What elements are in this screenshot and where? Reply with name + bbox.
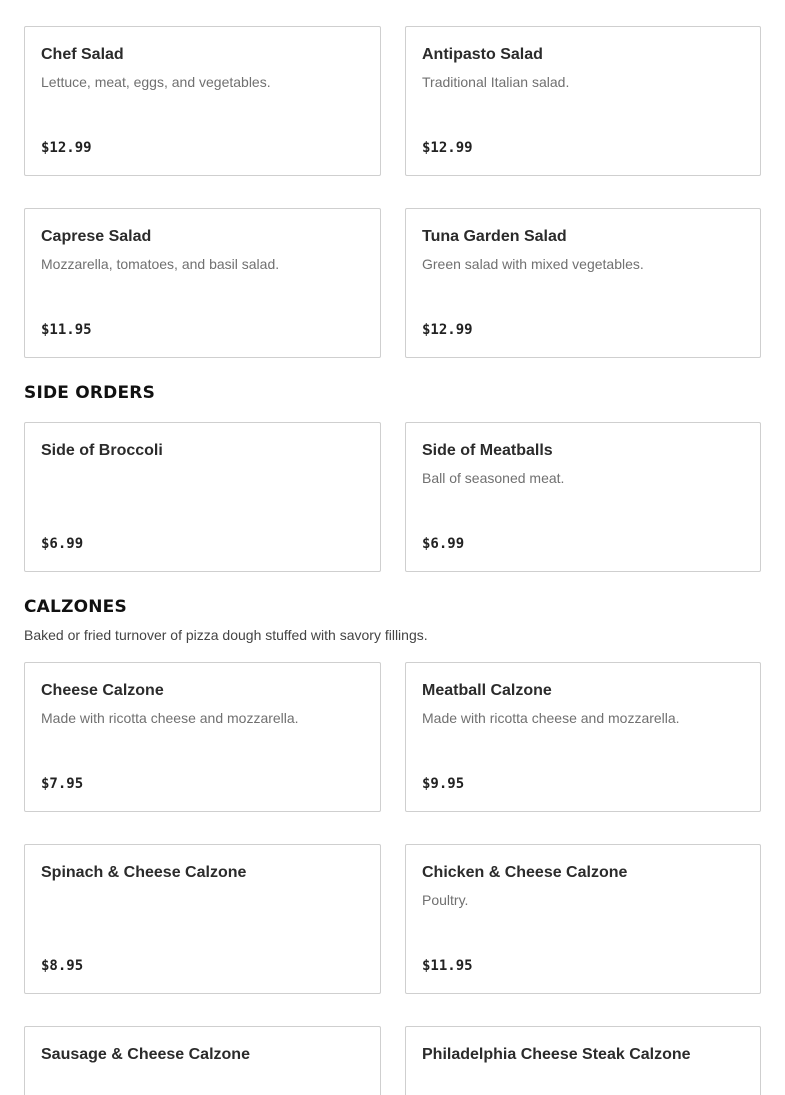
menu-item-price: $8.95 bbox=[41, 958, 84, 974]
menu-item-card[interactable] bbox=[405, 844, 761, 994]
menu-item-description: Ball of seasoned meat. bbox=[422, 470, 565, 486]
menu-item-name: Caprese Salad bbox=[41, 228, 152, 245]
menu-row bbox=[24, 26, 761, 176]
menu-item-price: $7.95 bbox=[41, 776, 84, 792]
menu-item-name: Antipasto Salad bbox=[422, 46, 543, 63]
menu-item-price: $12.99 bbox=[422, 322, 473, 338]
menu-item-description: Mozzarella, tomatoes, and basil salad. bbox=[41, 256, 280, 272]
menu-item-card[interactable] bbox=[24, 208, 381, 358]
menu-item-name: Meatball Calzone bbox=[422, 682, 552, 699]
menu-item-name: Chef Salad bbox=[41, 46, 124, 63]
menu-item-price: $6.99 bbox=[41, 536, 84, 552]
section-description: Baked or fried turnover of pizza dough stuffed with savory fillings. bbox=[24, 627, 428, 643]
menu-item-card[interactable] bbox=[405, 26, 761, 176]
menu-item-card[interactable] bbox=[24, 422, 381, 572]
menu-item-card[interactable] bbox=[405, 422, 761, 572]
menu-item-name: Cheese Calzone bbox=[41, 682, 164, 699]
menu-item-price: $11.95 bbox=[422, 958, 473, 974]
menu-item-card[interactable] bbox=[24, 1026, 381, 1095]
menu-item-card[interactable] bbox=[24, 662, 381, 812]
menu-row bbox=[24, 208, 761, 358]
menu-item-card[interactable] bbox=[405, 1026, 761, 1095]
menu-item-name: Spinach & Cheese Calzone bbox=[41, 864, 247, 881]
menu-item-name: Sausage & Cheese Calzone bbox=[41, 1046, 250, 1063]
menu-row bbox=[24, 1026, 761, 1095]
menu-item-description: Traditional Italian salad. bbox=[422, 74, 570, 90]
menu-item-card[interactable] bbox=[24, 844, 381, 994]
menu-item-description: Made with ricotta cheese and mozzarella. bbox=[422, 710, 680, 726]
menu-item-card[interactable] bbox=[405, 662, 761, 812]
section-title-side-orders: SIDE ORDERS bbox=[24, 383, 156, 403]
menu-item-description: Made with ricotta cheese and mozzarella. bbox=[41, 710, 299, 726]
menu-item-price: $12.99 bbox=[41, 140, 92, 156]
menu-item-price: $6.99 bbox=[422, 536, 465, 552]
menu-item-name: Side of Broccoli bbox=[41, 442, 163, 459]
menu-item-name: Chicken & Cheese Calzone bbox=[422, 864, 628, 881]
section-title-calzones: CALZONES bbox=[24, 597, 127, 617]
menu-item-description: Lettuce, meat, eggs, and vegetables. bbox=[41, 74, 271, 90]
menu-item-description: Green salad with mixed vegetables. bbox=[422, 256, 644, 272]
menu-item-name: Side of Meatballs bbox=[422, 442, 553, 459]
menu-item-price: $12.99 bbox=[422, 140, 473, 156]
menu-item-name: Philadelphia Cheese Steak Calzone bbox=[422, 1046, 691, 1063]
menu-row bbox=[24, 422, 761, 572]
menu-item-card[interactable] bbox=[405, 208, 761, 358]
menu-item-name: Tuna Garden Salad bbox=[422, 228, 567, 245]
menu-row bbox=[24, 662, 761, 812]
menu-item-price: $9.95 bbox=[422, 776, 465, 792]
menu-item-description: Poultry. bbox=[422, 892, 469, 908]
menu-row bbox=[24, 844, 761, 994]
menu-item-card[interactable] bbox=[24, 26, 381, 176]
menu-item-price: $11.95 bbox=[41, 322, 92, 338]
